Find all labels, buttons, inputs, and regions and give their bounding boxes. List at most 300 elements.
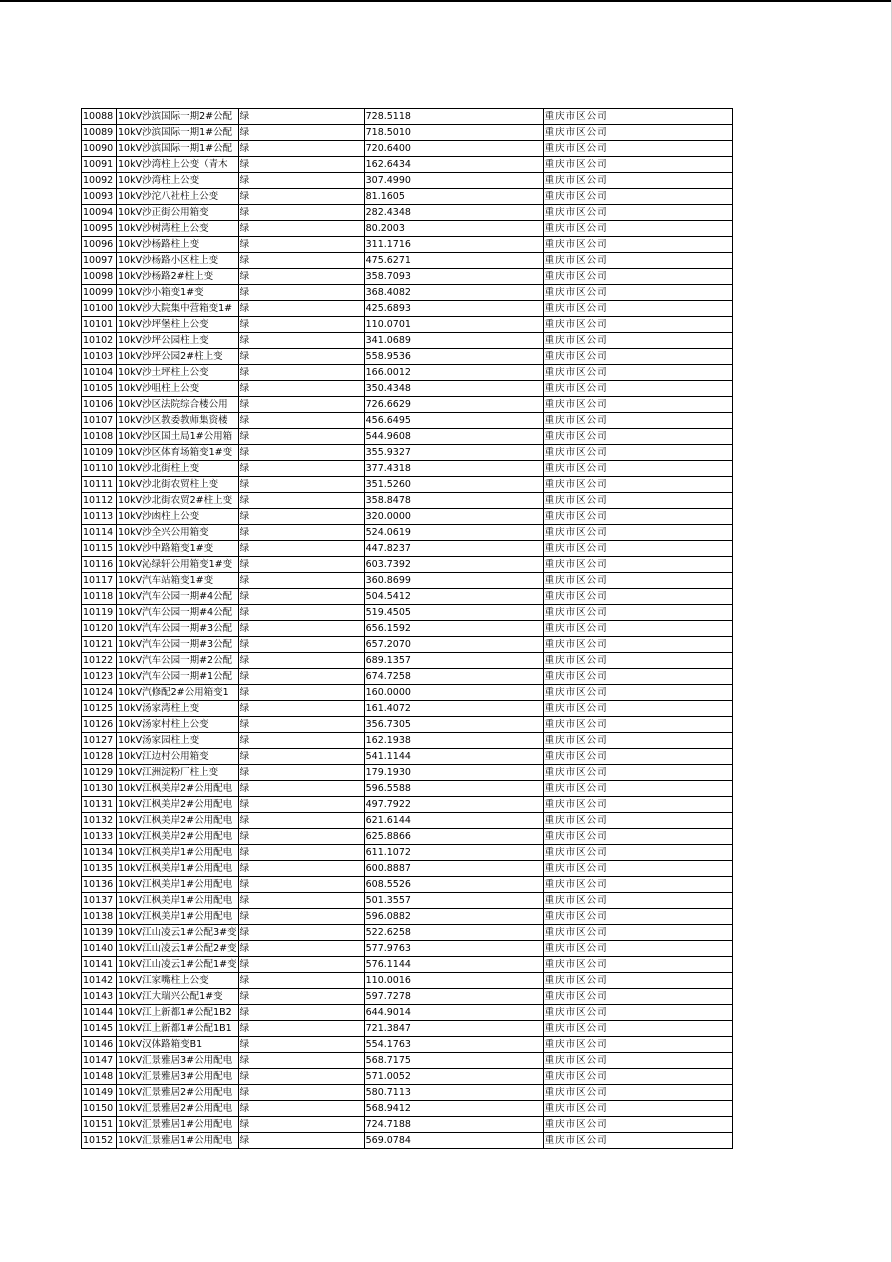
row-value-cell: 497.7922: [364, 797, 543, 813]
row-company-cell: 重庆市区公司: [543, 189, 732, 205]
row-value-cell: 282.4348: [364, 205, 543, 221]
row-company-cell: 重庆市区公司: [543, 573, 732, 589]
row-value-cell: 179.1930: [364, 765, 543, 781]
row-color-cell: 绿: [238, 221, 364, 237]
row-name-cell: 10kV江枫美岸1#公用配电: [117, 861, 239, 877]
row-name-cell: 10kV江家嘴柱上公变: [117, 973, 239, 989]
row-color-cell: 绿: [238, 1005, 364, 1021]
row-id-cell: 10123: [82, 669, 117, 685]
row-name-cell: 10kV汤家园柱上变: [117, 733, 239, 749]
row-company-cell: 重庆市区公司: [543, 941, 732, 957]
table-row: [82, 589, 733, 605]
table-row: [82, 269, 733, 285]
table-row: [82, 573, 733, 589]
row-value-cell: 162.6434: [364, 157, 543, 173]
row-id-cell: 10143: [82, 989, 117, 1005]
row-id-cell: 10093: [82, 189, 117, 205]
row-name-cell: 10kV江枫美岸2#公用配电: [117, 813, 239, 829]
table-row: [82, 525, 733, 541]
row-color-cell: 绿: [238, 957, 364, 973]
row-id-cell: 10120: [82, 621, 117, 637]
row-name-cell: 10kV沙大院集中营箱变1#: [117, 301, 239, 317]
row-name-cell: 10kV沙北街农贸柱上变: [117, 477, 239, 493]
table-row: [82, 941, 733, 957]
row-color-cell: 绿: [238, 941, 364, 957]
row-id-cell: 10095: [82, 221, 117, 237]
row-name-cell: 10kV沙凼柱上公变: [117, 509, 239, 525]
row-company-cell: 重庆市区公司: [543, 109, 732, 125]
row-company-cell: 重庆市区公司: [543, 269, 732, 285]
row-id-cell: 10119: [82, 605, 117, 621]
table-row: [82, 1037, 733, 1053]
row-value-cell: 320.0000: [364, 509, 543, 525]
row-value-cell: 568.7175: [364, 1053, 543, 1069]
row-color-cell: 绿: [238, 1069, 364, 1085]
row-name-cell: 10kV汽车公园一期#2公配: [117, 653, 239, 669]
row-name-cell: 10kV江山凌云1#公配1#变: [117, 957, 239, 973]
row-company-cell: 重庆市区公司: [543, 1085, 732, 1101]
row-value-cell: 621.6144: [364, 813, 543, 829]
top-border-line: [0, 0, 892, 2]
row-name-cell: 10kV沙坪公园2#柱上变: [117, 349, 239, 365]
table-row: [82, 397, 733, 413]
row-value-cell: 625.8866: [364, 829, 543, 845]
table-row: [82, 493, 733, 509]
table-row: [82, 189, 733, 205]
row-id-cell: 10099: [82, 285, 117, 301]
row-company-cell: 重庆市区公司: [543, 1005, 732, 1021]
row-company-cell: 重庆市区公司: [543, 509, 732, 525]
row-id-cell: 10097: [82, 253, 117, 269]
row-value-cell: 718.5010: [364, 125, 543, 141]
row-color-cell: 绿: [238, 477, 364, 493]
row-name-cell: 10kV沙沱八社柱上公变: [117, 189, 239, 205]
row-id-cell: 10118: [82, 589, 117, 605]
row-color-cell: 绿: [238, 301, 364, 317]
row-value-cell: 644.9014: [364, 1005, 543, 1021]
row-value-cell: 657.2070: [364, 637, 543, 653]
table-row: [82, 1085, 733, 1101]
row-id-cell: 10109: [82, 445, 117, 461]
row-company-cell: 重庆市区公司: [543, 253, 732, 269]
table-row: [82, 285, 733, 301]
row-value-cell: 571.0052: [364, 1069, 543, 1085]
table-body: [82, 109, 733, 1149]
row-value-cell: 721.3847: [364, 1021, 543, 1037]
row-name-cell: 10kV江上新都1#公配1B1: [117, 1021, 239, 1037]
row-value-cell: 80.2003: [364, 221, 543, 237]
table-row: [82, 653, 733, 669]
row-value-cell: 475.6271: [364, 253, 543, 269]
row-color-cell: 绿: [238, 621, 364, 637]
row-color-cell: 绿: [238, 269, 364, 285]
row-name-cell: 10kV沙北街柱上变: [117, 461, 239, 477]
table-row: [82, 685, 733, 701]
table-row: [82, 781, 733, 797]
row-id-cell: 10108: [82, 429, 117, 445]
row-id-cell: 10145: [82, 1021, 117, 1037]
row-value-cell: 522.6258: [364, 925, 543, 941]
row-name-cell: 10kV江洲淀粉厂柱上变: [117, 765, 239, 781]
table-row: [82, 733, 733, 749]
row-value-cell: 360.8699: [364, 573, 543, 589]
row-color-cell: 绿: [238, 669, 364, 685]
row-value-cell: 689.1357: [364, 653, 543, 669]
row-company-cell: 重庆市区公司: [543, 781, 732, 797]
row-company-cell: 重庆市区公司: [543, 205, 732, 221]
table-row: [82, 621, 733, 637]
row-name-cell: 10kV汉体路箱变B1: [117, 1037, 239, 1053]
row-color-cell: 绿: [238, 237, 364, 253]
row-id-cell: 10105: [82, 381, 117, 397]
row-company-cell: 重庆市区公司: [543, 461, 732, 477]
row-color-cell: 绿: [238, 845, 364, 861]
row-color-cell: 绿: [238, 653, 364, 669]
row-value-cell: 351.5260: [364, 477, 543, 493]
row-color-cell: 绿: [238, 797, 364, 813]
table-row: [82, 669, 733, 685]
row-id-cell: 10098: [82, 269, 117, 285]
row-color-cell: 绿: [238, 541, 364, 557]
row-value-cell: 81.1605: [364, 189, 543, 205]
table-row: [82, 877, 733, 893]
row-color-cell: 绿: [238, 461, 364, 477]
row-name-cell: 10kV沙滨国际一期1#公配: [117, 141, 239, 157]
row-company-cell: 重庆市区公司: [543, 317, 732, 333]
row-id-cell: 10104: [82, 365, 117, 381]
table-row: [82, 413, 733, 429]
row-name-cell: 10kV沙湾柱上公变（青木: [117, 157, 239, 173]
row-name-cell: 10kV沙滨国际一期2#公配: [117, 109, 239, 125]
row-name-cell: 10kV江枫美岸2#公用配电: [117, 797, 239, 813]
row-company-cell: 重庆市区公司: [543, 365, 732, 381]
row-name-cell: 10kV汽车公园一期#1公配: [117, 669, 239, 685]
table-row: [82, 1053, 733, 1069]
row-id-cell: 10102: [82, 333, 117, 349]
row-value-cell: 160.0000: [364, 685, 543, 701]
row-color-cell: 绿: [238, 253, 364, 269]
row-color-cell: 绿: [238, 381, 364, 397]
row-value-cell: 110.0701: [364, 317, 543, 333]
table-row: [82, 557, 733, 573]
row-value-cell: 358.7093: [364, 269, 543, 285]
row-company-cell: 重庆市区公司: [543, 1053, 732, 1069]
row-value-cell: 726.6629: [364, 397, 543, 413]
row-id-cell: 10088: [82, 109, 117, 125]
row-color-cell: 绿: [238, 733, 364, 749]
row-name-cell: 10kV汇景雅居1#公用配电: [117, 1117, 239, 1133]
row-name-cell: 10kV沙中路箱变1#变: [117, 541, 239, 557]
row-value-cell: 576.1144: [364, 957, 543, 973]
row-color-cell: 绿: [238, 173, 364, 189]
row-name-cell: 10kV沙小箱变1#变: [117, 285, 239, 301]
row-color-cell: 绿: [238, 429, 364, 445]
row-value-cell: 580.7113: [364, 1085, 543, 1101]
row-company-cell: 重庆市区公司: [543, 221, 732, 237]
table-row: [82, 1069, 733, 1085]
row-name-cell: 10kV江边村公用箱变: [117, 749, 239, 765]
row-name-cell: 10kV沙区法院综合楼公用: [117, 397, 239, 413]
row-name-cell: 10kV江山凌云1#公配2#变: [117, 941, 239, 957]
row-id-cell: 10127: [82, 733, 117, 749]
table-row: [82, 541, 733, 557]
row-id-cell: 10125: [82, 701, 117, 717]
table-row: [82, 109, 733, 125]
row-name-cell: 10kV汇景雅居2#公用配电: [117, 1085, 239, 1101]
row-color-cell: 绿: [238, 1021, 364, 1037]
row-color-cell: 绿: [238, 493, 364, 509]
row-id-cell: 10117: [82, 573, 117, 589]
row-name-cell: 10kV江枫美岸1#公用配电: [117, 877, 239, 893]
row-name-cell: 10kV沙土坪柱上公变: [117, 365, 239, 381]
row-value-cell: 356.7305: [364, 717, 543, 733]
row-color-cell: 绿: [238, 1133, 364, 1149]
row-value-cell: 544.9608: [364, 429, 543, 445]
row-id-cell: 10126: [82, 717, 117, 733]
row-value-cell: 724.7188: [364, 1117, 543, 1133]
table-row: [82, 349, 733, 365]
row-color-cell: 绿: [238, 397, 364, 413]
row-color-cell: 绿: [238, 1117, 364, 1133]
row-id-cell: 10130: [82, 781, 117, 797]
row-company-cell: 重庆市区公司: [543, 1069, 732, 1085]
row-id-cell: 10094: [82, 205, 117, 221]
row-company-cell: 重庆市区公司: [543, 909, 732, 925]
row-company-cell: 重庆市区公司: [543, 557, 732, 573]
row-color-cell: 绿: [238, 637, 364, 653]
row-value-cell: 596.5588: [364, 781, 543, 797]
row-name-cell: 10kV汽车公园一期#3公配: [117, 637, 239, 653]
row-id-cell: 10136: [82, 877, 117, 893]
row-value-cell: 720.6400: [364, 141, 543, 157]
table-row: [82, 333, 733, 349]
row-color-cell: 绿: [238, 909, 364, 925]
row-id-cell: 10115: [82, 541, 117, 557]
table-row: [82, 1117, 733, 1133]
row-id-cell: 10142: [82, 973, 117, 989]
table-row: [82, 957, 733, 973]
row-company-cell: 重庆市区公司: [543, 845, 732, 861]
table-row: [82, 797, 733, 813]
row-id-cell: 10114: [82, 525, 117, 541]
row-color-cell: 绿: [238, 317, 364, 333]
row-color-cell: 绿: [238, 285, 364, 301]
row-color-cell: 绿: [238, 861, 364, 877]
row-color-cell: 绿: [238, 365, 364, 381]
row-name-cell: 10kV江山凌云1#公配3#变: [117, 925, 239, 941]
row-company-cell: 重庆市区公司: [543, 973, 732, 989]
row-company-cell: 重庆市区公司: [543, 765, 732, 781]
row-color-cell: 绿: [238, 445, 364, 461]
table-row: [82, 989, 733, 1005]
row-name-cell: 10kV汽车公园一期#4公配: [117, 589, 239, 605]
table-row: [82, 925, 733, 941]
row-color-cell: 绿: [238, 157, 364, 173]
row-name-cell: 10kV汤家村柱上公变: [117, 717, 239, 733]
table-row: [82, 749, 733, 765]
row-company-cell: 重庆市区公司: [543, 749, 732, 765]
row-company-cell: 重庆市区公司: [543, 1021, 732, 1037]
row-value-cell: 341.0689: [364, 333, 543, 349]
row-color-cell: 绿: [238, 765, 364, 781]
row-company-cell: 重庆市区公司: [543, 333, 732, 349]
table-row: [82, 141, 733, 157]
row-name-cell: 10kV沙坪公园柱上变: [117, 333, 239, 349]
row-value-cell: 504.5412: [364, 589, 543, 605]
row-company-cell: 重庆市区公司: [543, 349, 732, 365]
row-id-cell: 10100: [82, 301, 117, 317]
row-value-cell: 311.1716: [364, 237, 543, 253]
row-value-cell: 368.4082: [364, 285, 543, 301]
row-company-cell: 重庆市区公司: [543, 1037, 732, 1053]
row-name-cell: 10kV汇景雅居1#公用配电: [117, 1133, 239, 1149]
row-company-cell: 重庆市区公司: [543, 813, 732, 829]
row-company-cell: 重庆市区公司: [543, 957, 732, 973]
row-id-cell: 10122: [82, 653, 117, 669]
row-name-cell: 10kV沙杨路柱上变: [117, 237, 239, 253]
row-company-cell: 重庆市区公司: [543, 637, 732, 653]
table-row: [82, 173, 733, 189]
row-name-cell: 10kV江上新都1#公配1B2: [117, 1005, 239, 1021]
row-color-cell: 绿: [238, 1037, 364, 1053]
row-value-cell: 377.4318: [364, 461, 543, 477]
row-color-cell: 绿: [238, 877, 364, 893]
table-row: [82, 445, 733, 461]
row-id-cell: 10107: [82, 413, 117, 429]
row-value-cell: 554.1763: [364, 1037, 543, 1053]
row-name-cell: 10kV沙杨路小区柱上变: [117, 253, 239, 269]
row-color-cell: 绿: [238, 1101, 364, 1117]
row-color-cell: 绿: [238, 701, 364, 717]
table-row: [82, 813, 733, 829]
row-name-cell: 10kV沙杨路2#柱上变: [117, 269, 239, 285]
row-value-cell: 728.5118: [364, 109, 543, 125]
row-id-cell: 10112: [82, 493, 117, 509]
row-name-cell: 10kV汇景雅居3#公用配电: [117, 1053, 239, 1069]
row-id-cell: 10144: [82, 1005, 117, 1021]
row-value-cell: 425.6893: [364, 301, 543, 317]
row-company-cell: 重庆市区公司: [543, 477, 732, 493]
table-row: [82, 845, 733, 861]
row-name-cell: 10kV沁绿轩公用箱变1#变: [117, 557, 239, 573]
row-value-cell: 519.4505: [364, 605, 543, 621]
row-id-cell: 10133: [82, 829, 117, 845]
row-id-cell: 10121: [82, 637, 117, 653]
row-id-cell: 10137: [82, 893, 117, 909]
row-company-cell: 重庆市区公司: [543, 893, 732, 909]
row-id-cell: 10091: [82, 157, 117, 173]
table-row: [82, 909, 733, 925]
row-color-cell: 绿: [238, 509, 364, 525]
row-value-cell: 456.6495: [364, 413, 543, 429]
row-company-cell: 重庆市区公司: [543, 541, 732, 557]
table-row: [82, 717, 733, 733]
row-value-cell: 110.0016: [364, 973, 543, 989]
row-company-cell: 重庆市区公司: [543, 397, 732, 413]
row-company-cell: 重庆市区公司: [543, 1117, 732, 1133]
row-name-cell: 10kV汽车站箱变1#变: [117, 573, 239, 589]
row-id-cell: 10140: [82, 941, 117, 957]
row-company-cell: 重庆市区公司: [543, 493, 732, 509]
row-name-cell: 10kV沙坪堡柱上公变: [117, 317, 239, 333]
row-company-cell: 重庆市区公司: [543, 861, 732, 877]
row-value-cell: 524.0619: [364, 525, 543, 541]
row-value-cell: 596.0882: [364, 909, 543, 925]
row-value-cell: 307.4990: [364, 173, 543, 189]
table-row: [82, 221, 733, 237]
row-name-cell: 10kV沙滨国际一期1#公配: [117, 125, 239, 141]
table-row: [82, 317, 733, 333]
row-color-cell: 绿: [238, 125, 364, 141]
row-id-cell: 10111: [82, 477, 117, 493]
table-row: [82, 509, 733, 525]
row-color-cell: 绿: [238, 989, 364, 1005]
row-company-cell: 重庆市区公司: [543, 925, 732, 941]
row-id-cell: 10146: [82, 1037, 117, 1053]
row-company-cell: 重庆市区公司: [543, 685, 732, 701]
row-value-cell: 603.7392: [364, 557, 543, 573]
row-value-cell: 162.1938: [364, 733, 543, 749]
table-row: [82, 605, 733, 621]
table-row: [82, 477, 733, 493]
row-company-cell: 重庆市区公司: [543, 125, 732, 141]
table-row: [82, 461, 733, 477]
row-value-cell: 569.0784: [364, 1133, 543, 1149]
data-table: [81, 108, 733, 1149]
row-color-cell: 绿: [238, 1053, 364, 1069]
row-company-cell: 重庆市区公司: [543, 525, 732, 541]
row-color-cell: 绿: [238, 893, 364, 909]
row-color-cell: 绿: [238, 829, 364, 845]
row-company-cell: 重庆市区公司: [543, 589, 732, 605]
row-color-cell: 绿: [238, 557, 364, 573]
row-id-cell: 10128: [82, 749, 117, 765]
row-color-cell: 绿: [238, 333, 364, 349]
row-value-cell: 358.8478: [364, 493, 543, 509]
row-color-cell: 绿: [238, 141, 364, 157]
row-id-cell: 10103: [82, 349, 117, 365]
table-row: [82, 637, 733, 653]
row-value-cell: 597.7278: [364, 989, 543, 1005]
row-color-cell: 绿: [238, 685, 364, 701]
row-company-cell: 重庆市区公司: [543, 733, 732, 749]
row-value-cell: 608.5526: [364, 877, 543, 893]
row-id-cell: 10138: [82, 909, 117, 925]
row-value-cell: 501.3557: [364, 893, 543, 909]
row-company-cell: 重庆市区公司: [543, 141, 732, 157]
table-row: [82, 829, 733, 845]
row-company-cell: 重庆市区公司: [543, 1101, 732, 1117]
row-company-cell: 重庆市区公司: [543, 829, 732, 845]
row-id-cell: 10113: [82, 509, 117, 525]
row-company-cell: 重庆市区公司: [543, 173, 732, 189]
row-name-cell: 10kV汽车公园一期#3公配: [117, 621, 239, 637]
table-row: [82, 365, 733, 381]
row-company-cell: 重庆市区公司: [543, 653, 732, 669]
row-value-cell: 568.9412: [364, 1101, 543, 1117]
row-company-cell: 重庆市区公司: [543, 605, 732, 621]
row-name-cell: 10kV汽车公园一期#4公配: [117, 605, 239, 621]
table-row: [82, 1005, 733, 1021]
row-company-cell: 重庆市区公司: [543, 701, 732, 717]
row-id-cell: 10090: [82, 141, 117, 157]
row-name-cell: 10kV沙区体育场箱变1#变: [117, 445, 239, 461]
row-company-cell: 重庆市区公司: [543, 381, 732, 397]
row-color-cell: 绿: [238, 973, 364, 989]
row-value-cell: 161.4072: [364, 701, 543, 717]
row-color-cell: 绿: [238, 925, 364, 941]
row-id-cell: 10131: [82, 797, 117, 813]
